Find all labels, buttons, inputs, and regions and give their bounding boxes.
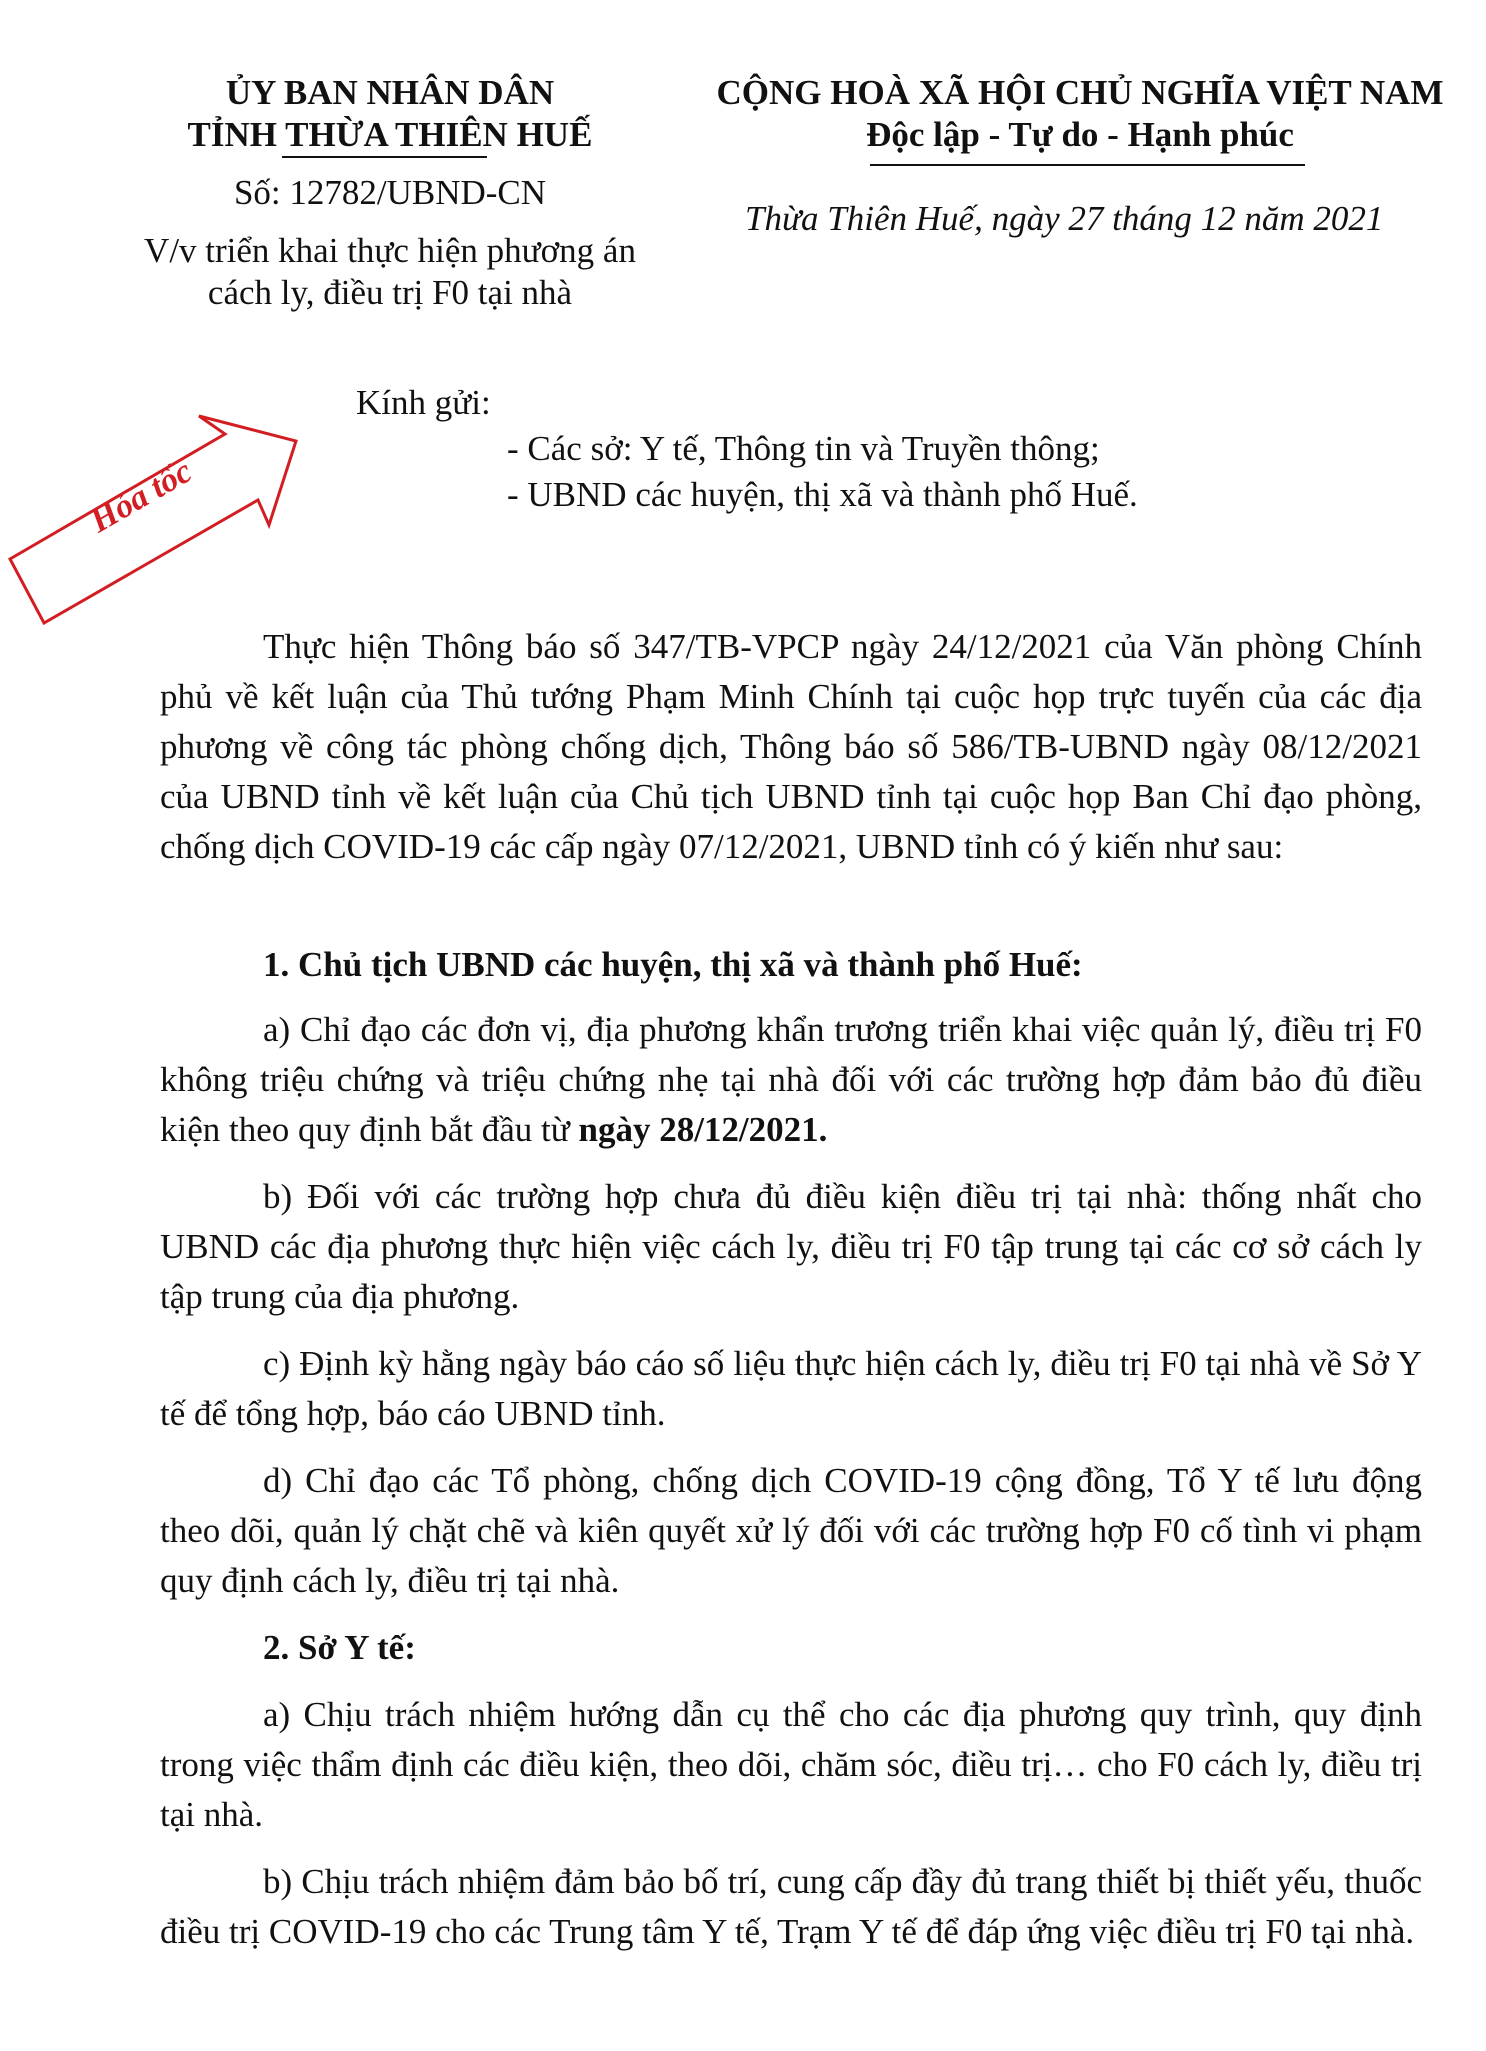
section2-item-b: b) Chịu trách nhiệm đảm bảo bố trí, cung cấp đầy đủ trang thiết bị thiết yếu, thuốc điều trị COVID-19 cho các Trung tâm Y tế, Trạm Y tế để đáp ứng việc điều trị F0 tại nhà. [160, 1862, 1422, 1951]
section2-heading: 2. Sở Y tế: [263, 1628, 416, 1667]
org-name-line1: ỦY BAN NHÂN DÂN [225, 73, 555, 112]
org-name-line2: TỈNH THỪA THIÊN HUẾ [187, 115, 593, 154]
subject-line1: V/v triển khai thực hiện phương án [144, 231, 636, 270]
section1-heading: 1. Chủ tịch UBND các huyện, thị xã và thành phố Huế: [263, 945, 1083, 984]
recipient-item: - Các sở: Y tế, Thông tin và Truyền thông; [507, 429, 1100, 468]
section1-item-b: b) Đối với các trường hợp chưa đủ điều kiện điều trị tại nhà: thống nhất cho UBND các địa phương thực hiện việc cách ly, điều trị F0 tập trung tại các cơ sở cách ly tập trung của địa phương. [160, 1177, 1422, 1316]
recipient-item: - UBND các huyện, thị xã và thành phố Huế. [507, 475, 1138, 514]
place-date: Thừa Thiên Huế, ngày 27 tháng 12 năm 2021 [745, 199, 1384, 238]
section1-item-a-text: a) Chỉ đạo các đơn vị, địa phương khẩn trương triển khai việc quản lý, điều trị F0 không triệu chứng và triệu chứng nhẹ tại nhà đối với các trường hợp đảm bảo đủ điều kiện theo quy định bắt đầu từ [160, 1010, 1422, 1149]
intro-paragraph: Thực hiện Thông báo số 347/TB-VPCP ngày 24/12/2021 của Văn phòng Chính phủ về kết luận của Thủ tướng Phạm Minh Chính tại cuộc họp trực tuyến của các địa phương về công tác phòng chống dịch, Thông báo số 586/TB-UBND ngày 08/12/2021 của UBND tỉnh về kết luận của Chủ tịch UBND tỉnh tại cuộc họp Ban Chỉ đạo phòng, chống dịch COVID-19 các cấp ngày 07/12/2021, UBND tỉnh có ý kiến như sau: [160, 627, 1422, 866]
section1-item-a-date: ngày 28/12/2021. [578, 1110, 828, 1149]
document-number: Số: 12782/UBND-CN [233, 173, 547, 212]
section2-item-a: a) Chịu trách nhiệm hướng dẫn cụ thể cho các địa phương quy trình, quy định trong việc thẩm định các điều kiện, theo dõi, chăm sóc, điều trị… cho F0 cách ly, điều trị tại nhà. [160, 1695, 1422, 1834]
subject-line2: cách ly, điều trị F0 tại nhà [207, 273, 573, 312]
urgent-stamp-text: Hỏa tốc [84, 452, 199, 541]
nation-name: CỘNG HOÀ XÃ HỘI CHỦ NGHĨA VIỆT NAM [716, 73, 1444, 112]
national-motto: Độc lập - Tự do - Hạnh phúc [866, 115, 1294, 154]
section1-item-d: d) Chỉ đạo các Tổ phòng, chống dịch COVID-19 cộng đồng, Tổ Y tế lưu động theo dõi, quản lý chặt chẽ và kiên quyết xử lý đối với các trường hợp F0 cố tình vi phạm quy định cách ly, điều trị tại nhà. [160, 1461, 1422, 1600]
org-underline [282, 156, 487, 158]
recipients-label: Kính gửi: [356, 383, 491, 422]
motto-underline [870, 164, 1305, 166]
section1-item-c: c) Định kỳ hằng ngày báo cáo số liệu thực hiện cách ly, điều trị F0 tại nhà về Sở Y tế để tổng hợp, báo cáo UBND tỉnh. [160, 1344, 1422, 1433]
urgent-arrow-icon [0, 405, 320, 625]
section1-item-a [160, 1005, 1422, 1155]
